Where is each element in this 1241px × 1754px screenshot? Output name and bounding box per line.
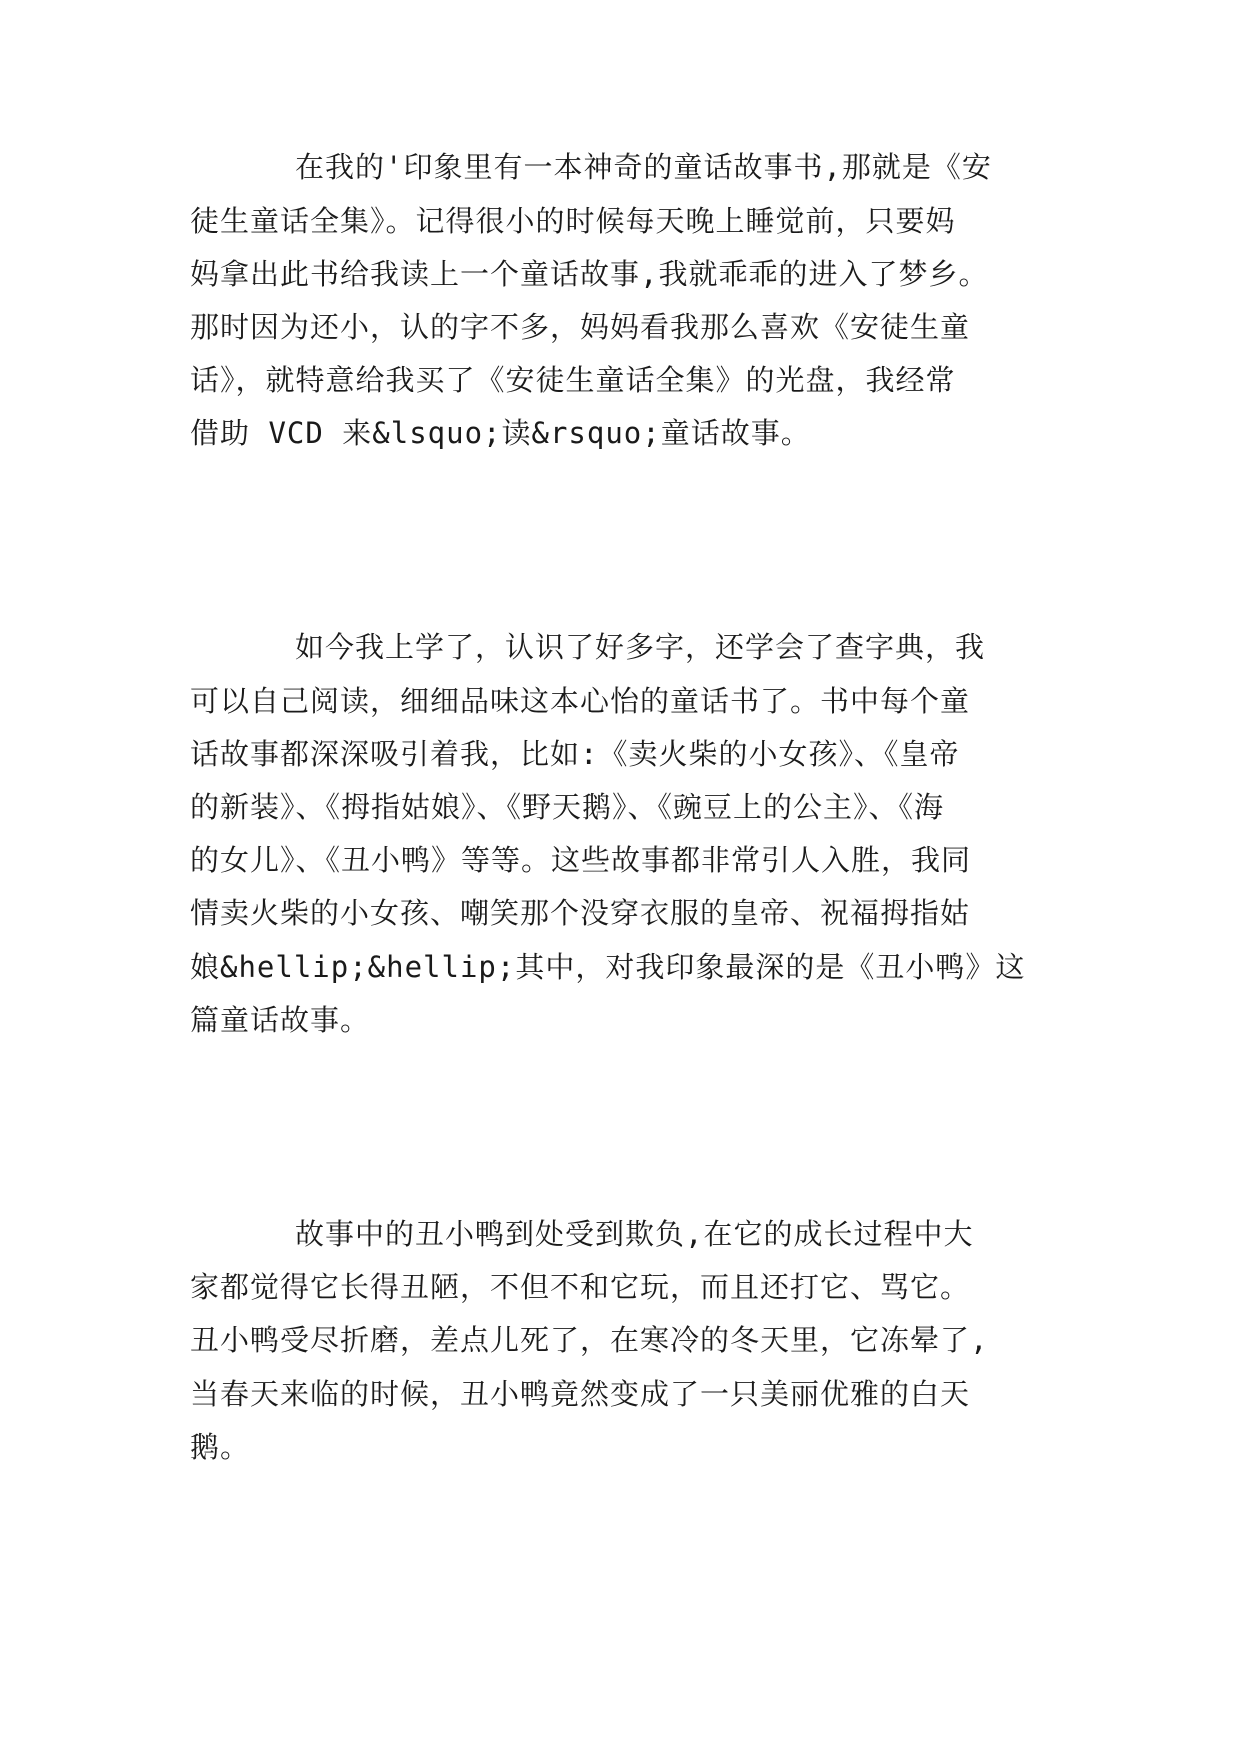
paragraph-line: 话》，就特意给我买了《安徒生童话全集》的光盘，我经常 bbox=[190, 363, 956, 397]
paragraph-line: 情卖火柴的小女孩、嘲笑那个没穿衣服的皇帝、祝福拇指姑 bbox=[190, 896, 971, 930]
paragraph-line: 可以自己阅读，细细品味这本心怡的童话书了。书中每个童 bbox=[190, 684, 971, 718]
paragraph-line: 丑小鸭受尽折磨，差点儿死了，在寒冷的冬天里，它冻晕了, bbox=[190, 1323, 989, 1357]
paragraph-line: 的女儿》、《丑小鸭》等等。这些故事都非常引人入胜，我同 bbox=[190, 843, 972, 877]
paragraph-line: 借助 VCD 来&lsquo;读&rsquo;童话故事。 bbox=[190, 416, 811, 450]
paragraph-line: 如今我上学了，认识了好多字，还学会了查字典，我 bbox=[295, 630, 986, 664]
paragraph-line: 当春天来临的时候，丑小鸭竟然变成了一只美丽优雅的白天 bbox=[190, 1377, 971, 1411]
paragraph-line: 鹅。 bbox=[190, 1430, 251, 1464]
paragraph-line: 话故事都深深吸引着我，比如:《卖火柴的小女孩》、《皇帝 bbox=[190, 737, 960, 771]
paragraph-line: 家都觉得它长得丑陋，不但不和它玩，而且还打它、骂它。 bbox=[190, 1270, 971, 1304]
paragraph-line: 妈拿出此书给我读上一个童话故事,我就乖乖的进入了梦乡。 bbox=[190, 257, 989, 291]
paragraph-line: 娘&hellip;&hellip;其中，对我印象最深的是《丑小鸭》这 bbox=[190, 950, 1026, 984]
paragraph-line: 篇童话故事。 bbox=[190, 1003, 371, 1037]
paragraph-line: 徒生童话全集》。记得很小的时候每天晚上睡觉前，只要妈 bbox=[190, 204, 956, 238]
paragraph-line: 的新装》、《拇指姑娘》、《野天鹅》、《豌豆上的公主》、《海 bbox=[190, 790, 945, 824]
paragraph-line: 在我的'印象里有一本神奇的童话故事书,那就是《安 bbox=[295, 150, 992, 184]
paragraph-line: 那时因为还小，认的字不多，妈妈看我那么喜欢《安徒生童 bbox=[190, 310, 971, 344]
paragraph-line: 故事中的丑小鸭到处受到欺负,在它的成长过程中大 bbox=[295, 1217, 974, 1251]
